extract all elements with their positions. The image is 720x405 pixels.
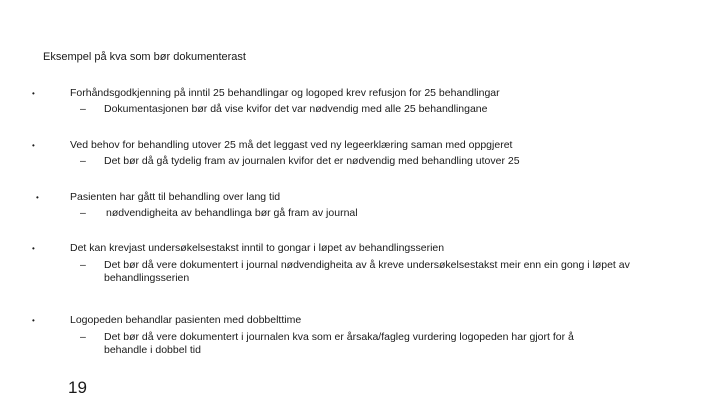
- bullet-icon: •: [32, 141, 35, 150]
- bullet-icon: •: [32, 244, 35, 253]
- list-item-text: Logopeden behandlar pasienten med dobbelttime: [70, 314, 302, 326]
- page-title: Eksempel på kva som bør dokumenterast: [43, 51, 246, 63]
- dash-icon: –: [80, 155, 86, 167]
- sub-item-text: Det bør då gå tydelig fram av journalen kvifor det er nødvendig med behandling utover 25: [104, 155, 520, 167]
- list-item-text: Ved behov for behandling utover 25 må det leggast ved ny legeerklæring saman med oppgjeret: [70, 139, 513, 151]
- dash-icon: –: [80, 259, 86, 271]
- dash-icon: –: [80, 207, 86, 219]
- list-item-text: Forhåndsgodkjenning på inntil 25 behandlingar og logoped krev refusjon for 25 behandlingar: [70, 87, 500, 99]
- list-item-text: Pasienten har gått til behandling over lang tid: [70, 191, 281, 203]
- bullet-icon: •: [36, 193, 39, 202]
- sub-item-text: nødvendigheita av behandlinga bør gå fram av journal: [106, 207, 358, 219]
- sub-item-text: Det bør då vere dokumentert i journal nødvendigheita av å kreve undersøkelsestakst meir enn ein gong i løpet av behandlingsserien: [104, 259, 630, 284]
- bullet-icon: •: [32, 89, 35, 98]
- list-item-text: Det kan krevjast undersøkelsestakst inntil to gongar i løpet av behandlingsserien: [70, 242, 445, 254]
- dash-icon: –: [80, 103, 86, 115]
- sub-item-text: Det bør då vere dokumentert i journalen kva som er årsaka/fagleg vurdering logopeden har gjort for å behandle i dobbel tid: [104, 331, 574, 356]
- bullet-icon: •: [32, 316, 35, 325]
- dash-icon: –: [80, 331, 86, 343]
- page-number: 19: [68, 378, 87, 397]
- sub-item-text: Dokumentasjonen bør då vise kvifor det var nødvendig med alle 25 behandlingane: [104, 103, 488, 115]
